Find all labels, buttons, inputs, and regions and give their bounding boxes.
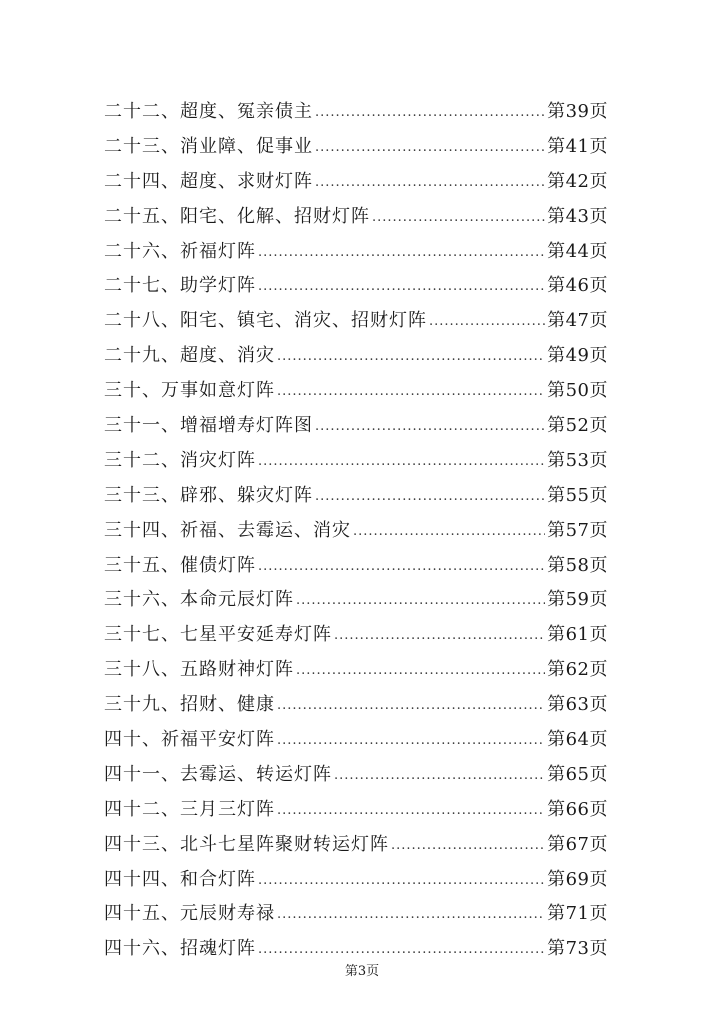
toc-entry (104, 481, 608, 516)
dot-leader (391, 838, 545, 853)
toc-entry-page: 第55页 (547, 484, 608, 506)
dot-leader (258, 279, 545, 294)
dot-leader (315, 140, 545, 155)
toc-entry-page: 第46页 (547, 275, 608, 297)
toc-entry (104, 551, 608, 586)
toc-entry (104, 760, 608, 795)
dot-leader (277, 907, 545, 922)
toc-entry-page: 第53页 (547, 449, 608, 471)
toc-entry-page: 第62页 (547, 659, 608, 681)
toc-entry-page: 第41页 (547, 135, 608, 157)
toc-entry-page: 第67页 (547, 833, 608, 855)
toc-entry-page: 第59页 (547, 589, 608, 611)
toc-entry-title: 二十八、阳宅、镇宅、消灾、招财灯阵 (104, 310, 427, 332)
toc-entry-page: 第43页 (547, 205, 608, 227)
toc-entry-title: 三十五、催债灯阵 (104, 554, 256, 576)
toc-entry-page: 第71页 (547, 903, 608, 925)
toc-entry-page: 第57页 (547, 519, 608, 541)
toc-entry-title: 三十九、招财、健康 (104, 694, 275, 716)
toc-entry-title: 四十、祈福平安灯阵 (104, 729, 275, 751)
dot-leader (334, 768, 545, 783)
toc-entry (104, 376, 608, 411)
toc-entry-page: 第44页 (547, 240, 608, 262)
toc-entry-page: 第39页 (547, 101, 608, 122)
dot-leader (277, 803, 545, 818)
toc-entry (104, 690, 608, 725)
toc-entry-title: 三十三、辟邪、躲灾灯阵 (104, 484, 313, 506)
toc-entry-title: 二十二、超度、冤亲债主 (104, 101, 313, 122)
dot-leader (296, 593, 545, 608)
toc-entry-page: 第65页 (547, 763, 608, 785)
toc-entry (104, 132, 608, 167)
dot-leader (429, 314, 545, 329)
dot-leader (315, 489, 545, 504)
dot-leader (315, 419, 545, 434)
dot-leader (334, 628, 545, 643)
toc-entry (104, 237, 608, 272)
toc-entry-page: 第50页 (547, 380, 608, 402)
toc-entry (104, 97, 608, 132)
toc-entry (104, 516, 608, 551)
dot-leader (258, 454, 545, 469)
toc-entry-title: 三十六、本命元辰灯阵 (104, 589, 294, 611)
toc-entry-title: 三十四、祈福、去霉运、消灾 (104, 519, 351, 541)
toc-entry-title: 四十五、元辰财寿禄 (104, 903, 275, 925)
toc-entry-title: 三十、万事如意灯阵 (104, 380, 275, 402)
dot-leader (277, 349, 545, 364)
dot-leader (258, 942, 545, 957)
toc-entry-title: 三十二、消灾灯阵 (104, 449, 256, 471)
toc-entry-page: 第52页 (547, 415, 608, 437)
toc-entry-page: 第47页 (547, 310, 608, 332)
page-number: 第3页 (344, 964, 380, 979)
toc-entry (104, 830, 608, 865)
toc-entry (104, 271, 608, 306)
dot-leader (258, 559, 545, 574)
dot-leader (372, 210, 545, 225)
toc-entry (104, 411, 608, 446)
toc-entry (104, 899, 608, 934)
toc-entry-title: 三十七、七星平安延寿灯阵 (104, 624, 332, 646)
table-of-contents (104, 97, 608, 969)
toc-entry-page: 第69页 (547, 868, 608, 890)
dot-leader (315, 105, 545, 120)
toc-entry (104, 865, 608, 900)
toc-entry-page: 第64页 (547, 729, 608, 751)
toc-entry-page: 第73页 (547, 938, 608, 960)
toc-entry (104, 655, 608, 690)
dot-leader (277, 384, 545, 399)
dot-leader (258, 245, 545, 260)
toc-entry (104, 620, 608, 655)
toc-entry-page: 第61页 (547, 624, 608, 646)
toc-entry-page: 第49页 (547, 345, 608, 367)
toc-entry-title: 二十三、消业障、促事业 (104, 135, 313, 157)
toc-entry-page: 第63页 (547, 694, 608, 716)
toc-entry-title: 二十七、助学灯阵 (104, 275, 256, 297)
toc-entry-title: 二十六、祈福灯阵 (104, 240, 256, 262)
toc-entry (104, 795, 608, 830)
toc-entry-title: 二十五、阳宅、化解、招财灯阵 (104, 205, 370, 227)
toc-entry (104, 167, 608, 202)
toc-entry-page: 第42页 (547, 170, 608, 192)
dot-leader (277, 698, 545, 713)
toc-entry-title: 二十九、超度、消灾 (104, 345, 275, 367)
toc-entry (104, 725, 608, 760)
toc-entry (104, 341, 608, 376)
toc-entry-title: 四十一、去霉运、转运灯阵 (104, 763, 332, 785)
toc-entry-title: 三十八、五路财神灯阵 (104, 659, 294, 681)
dot-leader (258, 873, 545, 888)
dot-leader (277, 733, 545, 748)
toc-entry (104, 202, 608, 237)
toc-entry (104, 585, 608, 620)
dot-leader (315, 175, 545, 190)
toc-entry (104, 306, 608, 341)
toc-entry-title: 四十二、三月三灯阵 (104, 798, 275, 820)
toc-entry-title: 四十四、和合灯阵 (104, 868, 256, 890)
toc-entry-page: 第66页 (547, 798, 608, 820)
toc-entry-title: 四十三、北斗七星阵聚财转运灯阵 (104, 833, 389, 855)
dot-leader (353, 524, 545, 539)
toc-entry-title: 二十四、超度、求财灯阵 (104, 170, 313, 192)
dot-leader (296, 663, 545, 678)
toc-entry-title: 四十六、招魂灯阵 (104, 938, 256, 960)
toc-entry-page: 第58页 (547, 554, 608, 576)
toc-entry (104, 446, 608, 481)
toc-entry-title: 三十一、增福增寿灯阵图 (104, 415, 313, 437)
